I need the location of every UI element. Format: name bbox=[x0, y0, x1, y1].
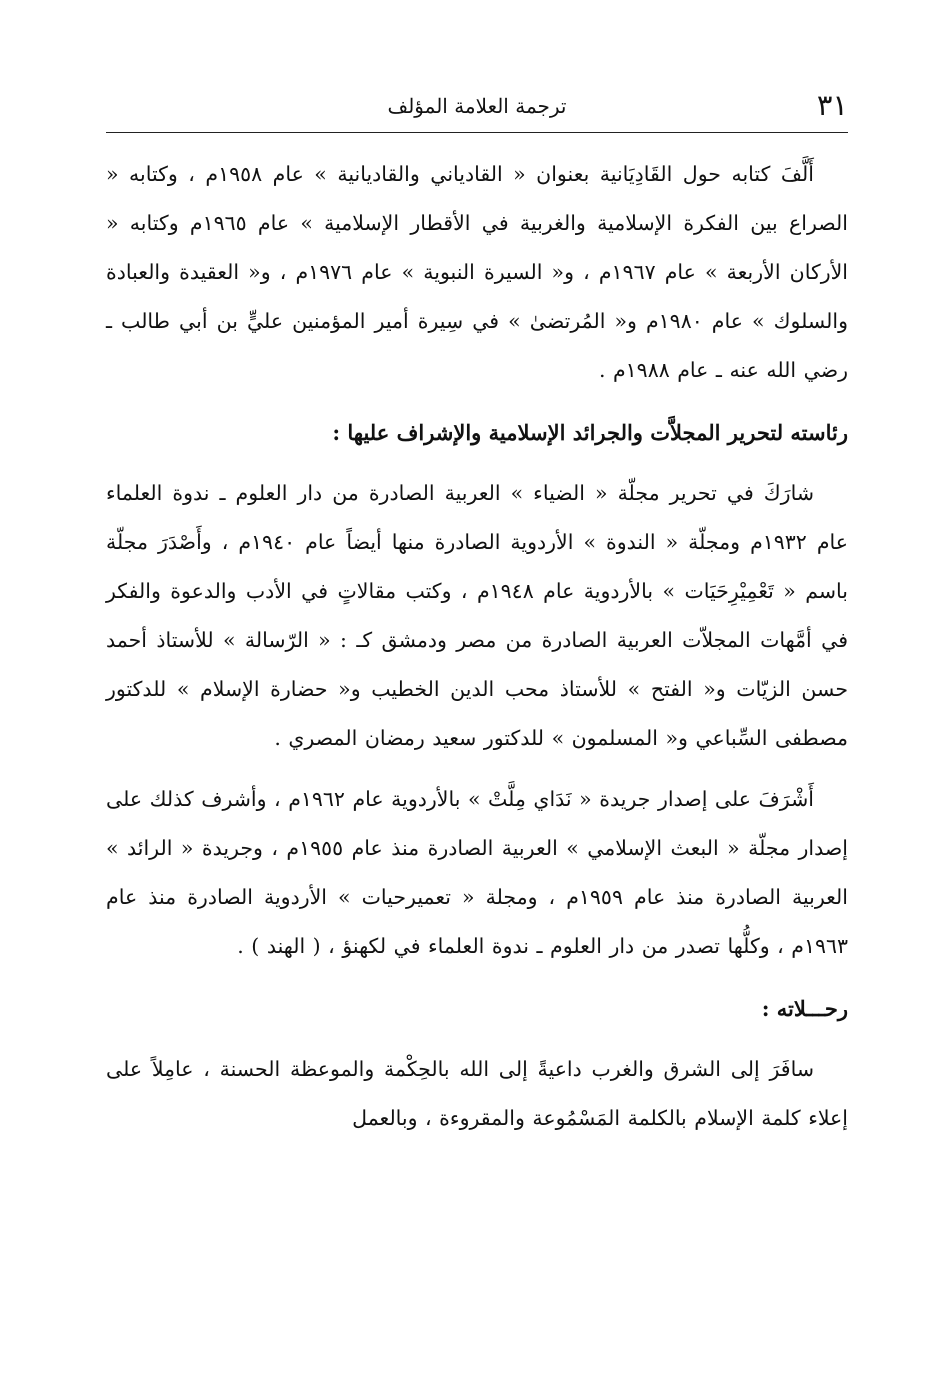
section-heading-travels: رحـــلاته : bbox=[761, 996, 848, 1021]
paragraph-publication-supervision: أَشْرَفَ على إصدار جريدة « نَدَاي مِلَّتْ » بالأردوية عام ١٩٦٢م ، وأشرف كذلك على إصدار مجلّة « البعث الإسلامي » العربية الصادرة منذ عام ١٩٥٥م ، وجريدة « الرائد » العربية الصادرة منذ عام ١٩٥٩م ، ومجلة « تعميرحيات » الأردوية الصادرة منذ عام ١٩٦٣م ، وكلُّها تصدر من دار العلوم ـ ندوة العلماء في لكهنؤ ، ( الهند ) . bbox=[106, 787, 848, 958]
paragraph-authored-books: أَلَّفَ كتابه حول القَادِيَانية بعنوان « القادياني والقاديانية » عام ١٩٥٨م ، وكتابه « الصراع بين الفكرة الإسلامية والغربية في الأقطار الإسلامية » عام ١٩٦٥م وكتابه « الأركان الأربعة » عام ١٩٦٧م ، و« السيرة النبوية » عام ١٩٧٦م ، و« العقيدة والعبادة والسلوك » عام ١٩٨٠م و« المُرتضىٰ » في سِيرة أمير المؤمنين عليٍّ بن أبي طالب ـ رضي الله عنه ـ عام ١٩٨٨م . bbox=[106, 162, 848, 382]
running-header bbox=[106, 88, 848, 128]
body-text bbox=[106, 150, 848, 1143]
paragraph-magazine-editing: شارَكَ في تحرير مجلّة « الضياء » العربية الصادرة من دار العلوم ـ ندوة العلماء عام ١٩٣٢م ومجلّة « الندوة » الأردوية الصادرة منها أيضاً عام ١٩٤٠م ، وأَصْدَرَ مجلّة باسم « تَعْمِيْرِحَيَات » بالأردوية عام ١٩٤٨م ، وكتب مقالاتٍ في الأدب والدعوة والفكر في أمَّهات المجلاّت العربية الصادرة من مصر ودمشق كـ : « الرّسالة » للأستاذ أحمد حسن الزيّات و« الفتح » للأستاذ محب الدين الخطيب و« حضارة الإسلام » للدكتور مصطفى السِّباعي و« المسلمون » للدكتور سعيد رمضان المصري . bbox=[106, 481, 849, 750]
header-divider bbox=[106, 132, 848, 133]
running-title: ترجمة العلامة المؤلف bbox=[387, 94, 567, 118]
paragraph-travels: سافَرَ إلى الشرق والغرب داعيةً إلى الله بالحِكْمة والموعظة الحسنة ، عامِلاً على إعلاء كلمة الإسلام بالكلمة المَسْمُوعة والمقروءة ، وبالعمل bbox=[106, 1057, 848, 1130]
section-heading-journalism: رئاسته لتحرير المجلاَّت والجرائد الإسلامية والإشراف عليها : bbox=[332, 420, 848, 445]
page-number: ٣١ bbox=[816, 88, 848, 122]
